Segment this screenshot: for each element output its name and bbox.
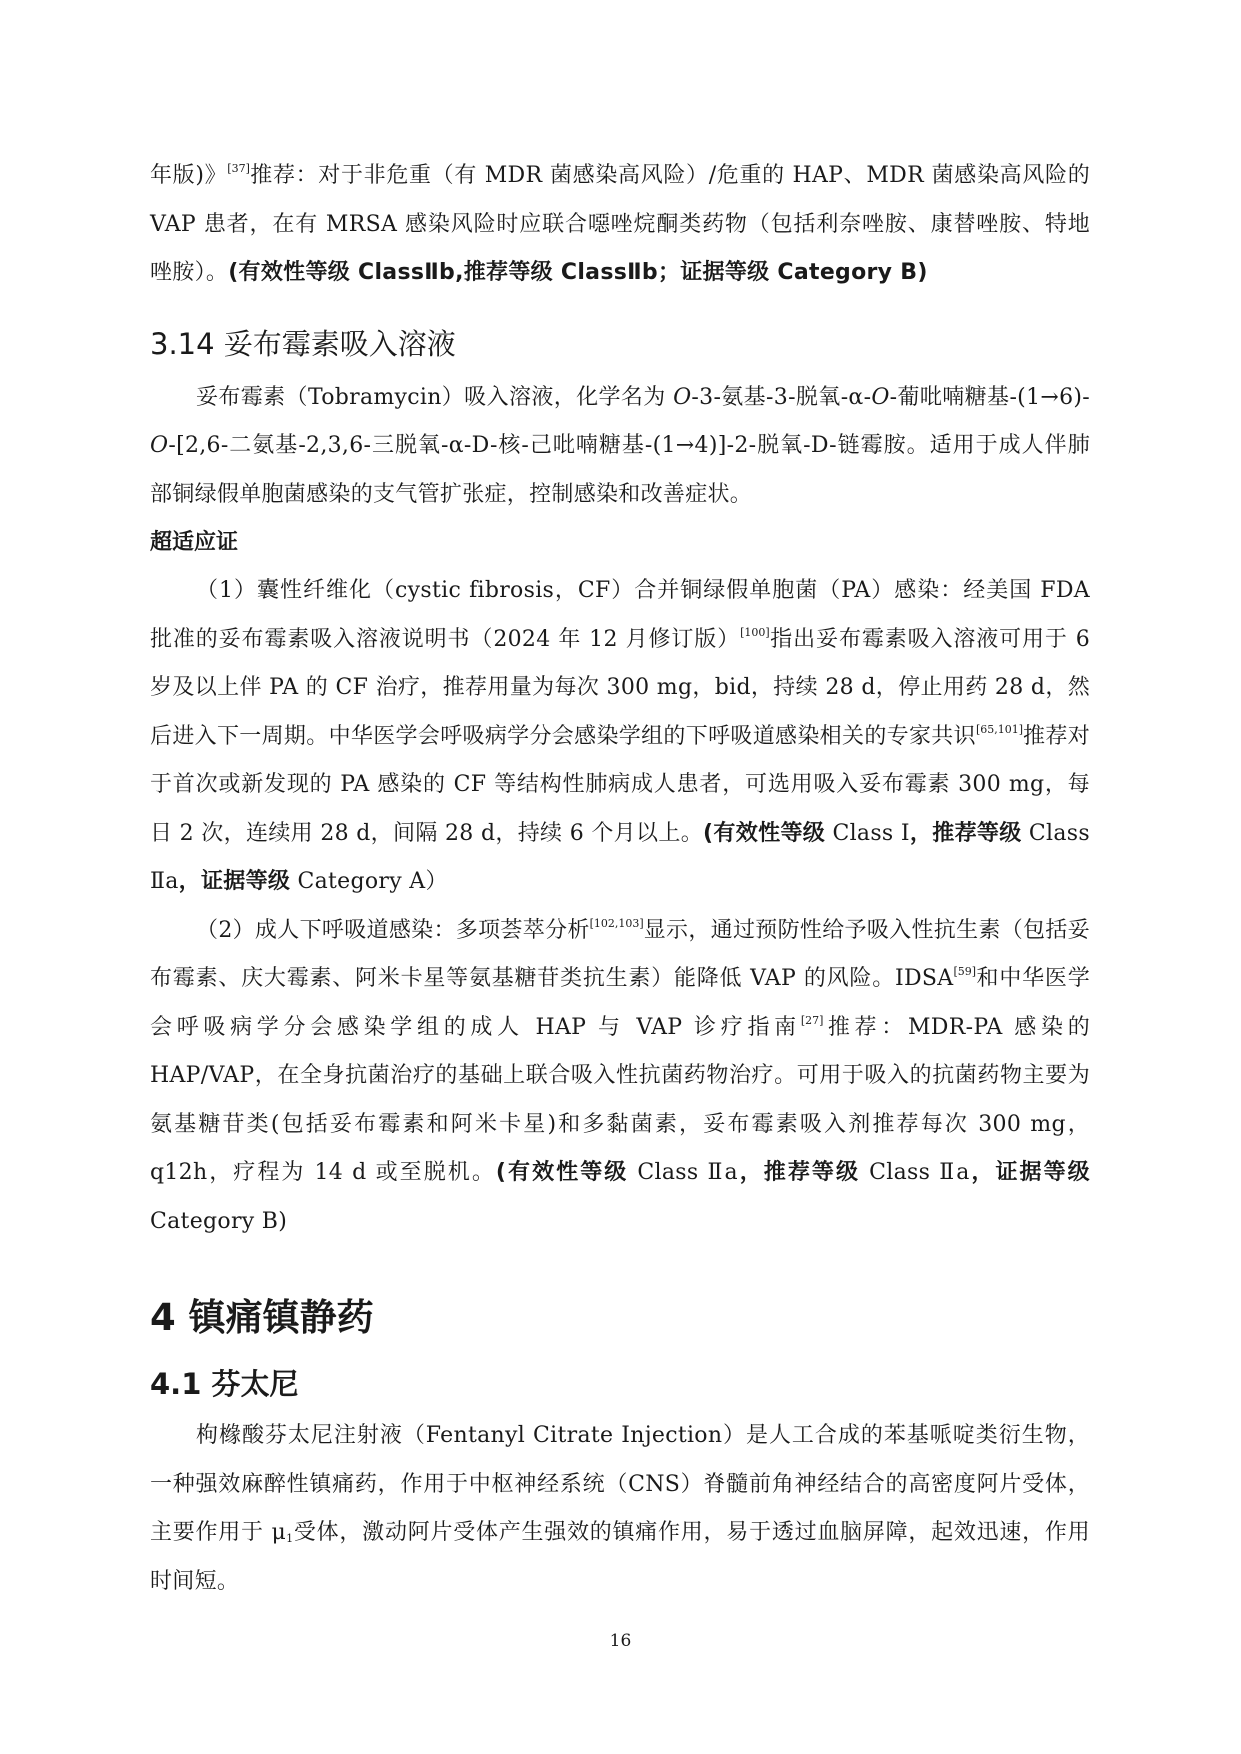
chapter-heading-4: 4 镇痛镇静药 (150, 1296, 374, 1339)
offlabel-heading: 超适应证 (150, 530, 239, 555)
citation-ref: [59] (953, 965, 977, 978)
text-run: （1）囊性纤维化（cystic fibrosis，CF）合并铜绿假单胞菌（PA）感染：经美国 FDA 批准的妥布霉素吸入溶液说明书（2024 年 12 月修订版） (150, 578, 1090, 652)
text-run: -葡吡喃糖基-(1→6)- (889, 384, 1091, 410)
paragraph-fentanyl-description (150, 1412, 1090, 1606)
text-run: Class Ⅰ (825, 820, 910, 846)
citation-ref: [100] (740, 625, 770, 639)
text-run: 显示，通过预防性给予吸入性抗生素（包括妥布霉素、庆大霉素、阿米卡星等氨基糖苷类抗生素）能降低 VAP 的风险。IDSA (150, 917, 1090, 991)
citation-ref: [102,103] (589, 916, 644, 930)
citation-ref: [27] (800, 1013, 824, 1027)
paragraph-offlabel-item-1 (150, 567, 1090, 907)
citation-ref: [65,101] (975, 722, 1024, 736)
text-run: 推荐：MDR-PA 感染的 HAP/VAP，在全身抗菌治疗的基础上联合吸入性抗菌药物治疗。可用于吸入的抗菌药物主要为氨基糖苷类(包括妥布霉素和阿米卡星)和多黏菌素，妥布霉素吸入剂推荐每次 300 mg，q12h，疗程为 14 d 或至脱机。 (150, 1014, 1090, 1185)
citation-ref: [37] (227, 162, 250, 175)
text-run: O (871, 384, 890, 410)
evidence-grade: ，证据等级 (178, 869, 291, 894)
page-number: 16 (609, 1631, 632, 1651)
evidence-grade: (有效性等级 (703, 820, 826, 846)
text-run: Category A） (290, 869, 448, 894)
text-run: 和中华医学会呼吸病学分会感染学组的成人 HAP 与 VAP 诊疗指南 (150, 966, 1090, 1040)
section-heading-3-14: 3.14 妥布霉素吸入溶液 (150, 326, 456, 361)
text-run: 推荐对于首次或新发现的 PA 感染的 CF 等结构性肺病成人患者，可选用吸入妥布霉素 300 mg，每日 2 次，连续用 28 d，间隔 28 d，持续 6 个月以上。 (150, 723, 1090, 846)
paragraph-hap-vap-recommendation (150, 152, 1090, 298)
evidence-grade: ，证据等级 (969, 1160, 1090, 1185)
evidence-grade: ，推荐等级 (737, 1160, 861, 1185)
text-run: O (673, 384, 692, 410)
text-run: 年版)》 (150, 163, 228, 188)
text-run: -3-氨基-3-脱氧-α- (691, 384, 872, 410)
evidence-grade: (有效性等级 ClassⅡb,推荐等级 ClassⅡb；证据等级 Category B) (228, 260, 928, 285)
text-run: Class Ⅱa (150, 820, 1090, 894)
section-heading-4-1: 4.1 芬太尼 (150, 1367, 299, 1401)
text-run: -[2,6-二氨基-2,3,6-三脱氧-α-D-核-己吡喃糖基-(1→4)]-2-脱氧-D-链霉胺。适用于成人伴肺部铜绿假单胞菌感染的支气管扩张症，控制感染和改善症状。 (150, 433, 1090, 507)
text-run: 枸橼酸芬太尼注射液（Fentanyl Citrate Injection）是人工合成的苯基哌啶类衍生物，一种强效麻醉性镇痛药，作用于中枢神经系统（CNS）脊髓前角神经结合的高密度阿片受体，主要作用于 μ (150, 1423, 1090, 1545)
text-run: Class Ⅱa (860, 1160, 970, 1185)
text-run: （2）成人下呼吸道感染：多项荟萃分析 (196, 917, 590, 943)
subscript: 1 (286, 1532, 294, 1545)
paragraph-offlabel-item-2 (150, 907, 1090, 1247)
text-run: 推荐：对于非危重（有 MDR 菌感染高风险）/危重的 HAP、MDR 菌感染高风险的 VAP 患者，在有 MRSA 感染风险时应联合噁唑烷酮类药物（包括利奈唑胺、康替唑胺、特地唑胺）。 (150, 163, 1090, 285)
evidence-grade: ，推荐等级 (909, 820, 1022, 846)
text-run: 妥布霉素（Tobramycin）吸入溶液，化学名为 (196, 384, 674, 410)
document-body (150, 152, 1090, 1606)
text-run: Class Ⅱa (628, 1160, 738, 1185)
evidence-grade: (有效性等级 (495, 1160, 629, 1185)
text-run: O (150, 433, 169, 458)
paragraph-tobramycin-description (150, 374, 1090, 520)
text-run: 指出妥布霉素吸入溶液可用于 6 岁及以上伴 PA 的 CF 治疗，推荐用量为每次 300 mg，bid，持续 28 d，停止用药 28 d，然后进入下一周期。中华医学会呼吸病学分会感染学组的下呼吸道感染相关的专家共识 (150, 626, 1091, 749)
text-run: 受体，激动阿片受体产生强效的镇痛作用，易于透过血脑屏障，起效迅速，作用时间短。 (150, 1520, 1090, 1594)
text-run: Category B) (150, 1208, 288, 1234)
